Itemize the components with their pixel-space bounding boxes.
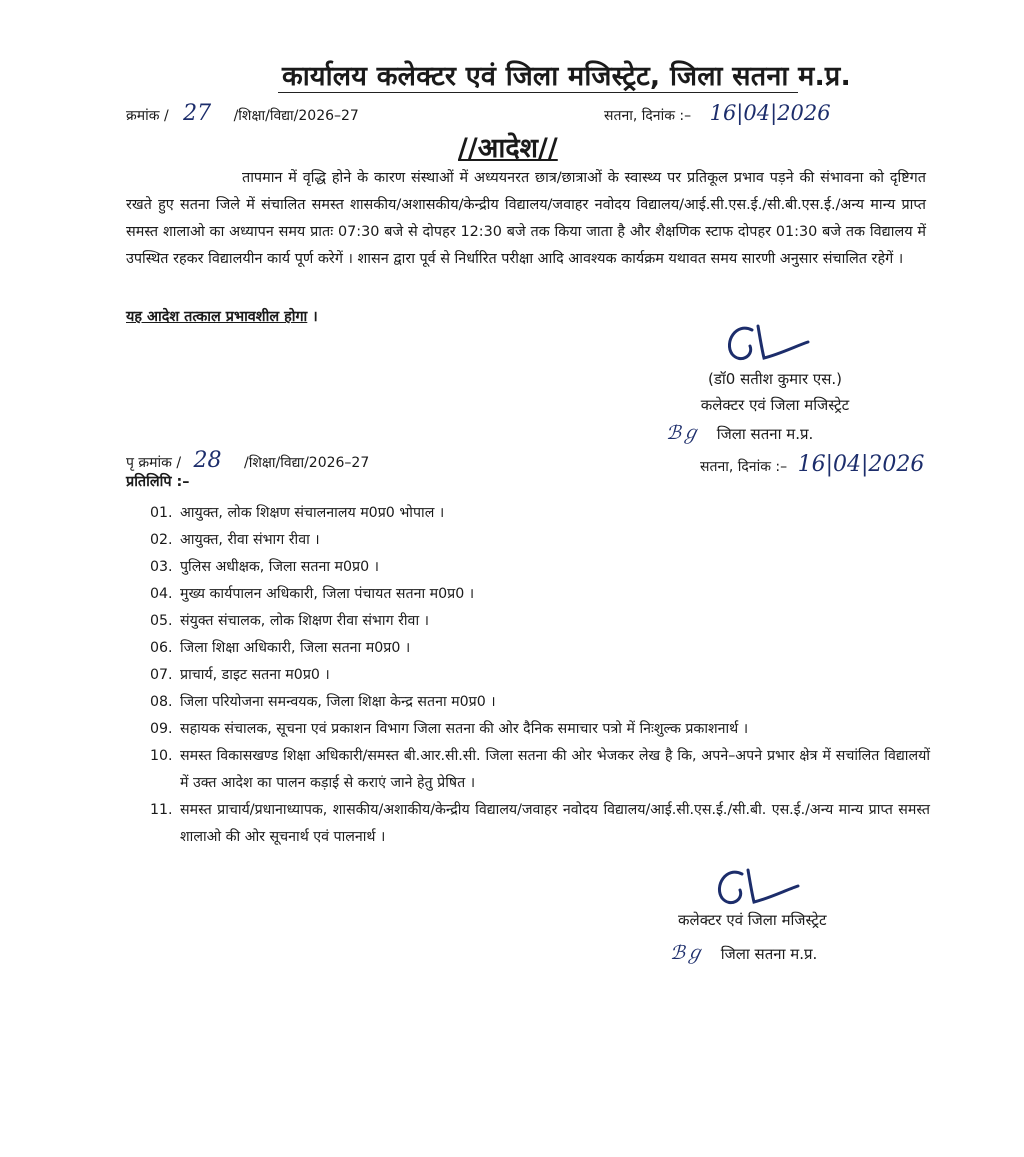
order-ref-number: 27 — [183, 101, 212, 126]
list-item — [150, 662, 930, 689]
signature-1-stroke-b — [758, 326, 808, 358]
list-item-text: समस्त विकासखण्ड शिक्षा अधिकारी/समस्त बी.आर.सी.सी. जिला सतना की ओर भेजकर लेख है कि, अपने–अपने प्रभार क्षेत्र में सचांलित विद्यालयों में उक्त आदेश का पालन कड़ाई से कराएं जाने हेतु प्रेषित । — [180, 748, 930, 791]
list-item-number: 04. — [150, 586, 173, 602]
list-item-text: मुख्य कार्यपालन अधिकारी, जिला पंचायत सतना म0प्र0 । — [180, 586, 475, 602]
order-body: तापमान में वृद्धि होने के कारण संस्थाओं में अध्ययनरत छात्र/छात्राओं के स्वास्थ्य पर प्रतिकूल प्रभाव पड़ने की संभावना को दृष्टिगत रखते हुए सतना जिले में संचालित समस्त शासकीय/अशासकीय/केन्द्रीय विद्यालय/जवाहर नवोदय विद्यालय/आई.सी.एस.ई./सी.बी.एस.ई./अन्य मान्य प्राप्त समस्त शालाओ का अध्यापन समय प्रातः 07:30 बजे से दोपहर 12:30 बजे तक किया जाता है और शैक्षणिक स्टाफ दोपहर 01:30 बजे तक विद्यालय में उपस्थित रहकर विद्यालयीन कार्य पूर्ण करेगें । शासन द्वारा पूर्व से निर्धारित परीक्षा आदि आवश्यक कार्यक्रम यथावत समय सारणी अनुसार संचालित रहेगें । — [126, 170, 926, 267]
signatory-1-designation: कलेक्टर एवं जिला मजिस्ट्रेट — [700, 396, 850, 414]
office-title: कार्यालय कलेक्टर एवं जिला मजिस्ट्रेट, जिला सतना म.प्र. — [282, 61, 851, 92]
signature-1-stroke-a — [729, 328, 752, 358]
signatory-1-district-row — [666, 418, 813, 445]
signatory-1-district: जिला सतना म.प्र. — [716, 425, 814, 443]
signatory-2-designation: कलेक्टर एवं जिला मजिस्ट्रेट — [678, 911, 827, 929]
list-item-number: 09. — [150, 721, 173, 737]
list-item-text: आयुक्त, लोक शिक्षण संचालनालय म0प्र0 भोपाल । — [180, 505, 445, 521]
copy-ref — [126, 448, 369, 473]
list-item-text: प्राचार्य, डाइट सतना म0प्र0 । — [180, 667, 330, 683]
list-item-number: 05. — [150, 613, 173, 629]
signatory-1-block — [680, 366, 870, 418]
copy-list — [150, 500, 930, 851]
copy-ref-suffix: /शिक्षा/विद्या/2026–27 — [243, 455, 370, 471]
signatory-2-district-row — [670, 938, 817, 965]
list-item — [150, 554, 930, 581]
list-item-text: सहायक संचालक, सूचना एवं प्रकाशन विभाग जिला सतना की ओर दैनिक समाचार पत्रो में निःशुल्क प्रकाशनार्थ । — [180, 721, 749, 737]
list-item — [150, 581, 930, 608]
list-item-number: 11. — [150, 802, 173, 818]
copy-ref-number: 28 — [193, 448, 222, 473]
header-underline — [278, 92, 798, 93]
list-item — [150, 608, 930, 635]
list-item-text: आयुक्त, रीवा संभाग रीवा । — [180, 532, 320, 548]
list-item-number: 07. — [150, 667, 173, 683]
signatory-2-district: जिला सतना म.प्र. — [720, 945, 818, 963]
order-ref — [126, 101, 359, 126]
list-item-text: समस्त प्राचार्य/प्रधानाध्यापक, शासकीय/अशाकीय/केन्द्रीय विद्यालय/जवाहर नवोदय विद्यालय/आई.सी.एस.ई./सी.बी. एस.ई./अन्य मान्य प्राप्त समस्त शालाओ की ओर सूचनार्थ एवं पालनार्थ । — [180, 802, 930, 845]
effect-statement-end: । — [307, 309, 318, 325]
list-item — [150, 527, 930, 554]
signatory-1-name: (डॉ0 सतीश कुमार एस.) — [708, 370, 842, 388]
signature-2-stroke-a — [719, 872, 742, 902]
list-item-number: 02. — [150, 532, 173, 548]
list-item-text: पुलिस अधीक्षक, जिला सतना म0प्र0 । — [180, 559, 380, 575]
order-title: //आदेश// — [458, 133, 558, 164]
list-item-number: 10. — [150, 748, 173, 764]
list-item-number: 08. — [150, 694, 173, 710]
list-item — [150, 635, 930, 662]
effect-statement-text: यह आदेश तत्काल प्रभावशील होगा — [126, 309, 308, 325]
list-item — [150, 500, 930, 527]
list-item-text: जिला शिक्षा अधिकारी, जिला सतना म0प्र0 । — [180, 640, 411, 656]
list-item-text: जिला परियोजना समन्वयक, जिला शिक्षा केन्द्र सतना म0प्र0 । — [180, 694, 496, 710]
copy-date — [700, 452, 924, 477]
copy-date-label: सतना, दिनांक :– — [700, 459, 788, 475]
list-item-number: 03. — [150, 559, 173, 575]
effect-statement — [126, 307, 318, 326]
signatory-1-initials: ℬℊ — [666, 422, 700, 444]
copy-date-value: 16|04|2026 — [797, 452, 925, 477]
list-item-number: 06. — [150, 640, 173, 656]
list-item-number: 01. — [150, 505, 173, 521]
order-date-value: 16|04|2026 — [709, 101, 831, 125]
copy-label: प्रतिलिपि :– — [126, 474, 190, 490]
signature-2-stroke-b — [748, 870, 798, 902]
list-item — [150, 716, 930, 743]
signature-1 — [718, 318, 818, 368]
signatory-2-initials: ℬℊ — [670, 942, 704, 964]
list-item-text: संयुक्त संचालक, लोक शिक्षण रीवा संभाग रीवा । — [180, 613, 430, 629]
list-item — [150, 743, 930, 797]
list-item — [150, 797, 930, 851]
order-date-label: सतना, दिनांक :– — [604, 108, 692, 124]
order-ref-prefix: क्रमांक / — [126, 108, 169, 124]
list-item — [150, 689, 930, 716]
copy-ref-prefix: पृ क्रमांक / — [126, 455, 182, 471]
signature-2 — [708, 862, 808, 912]
order-ref-suffix: /शिक्षा/विद्या/2026–27 — [233, 108, 359, 124]
order-date — [604, 101, 831, 125]
